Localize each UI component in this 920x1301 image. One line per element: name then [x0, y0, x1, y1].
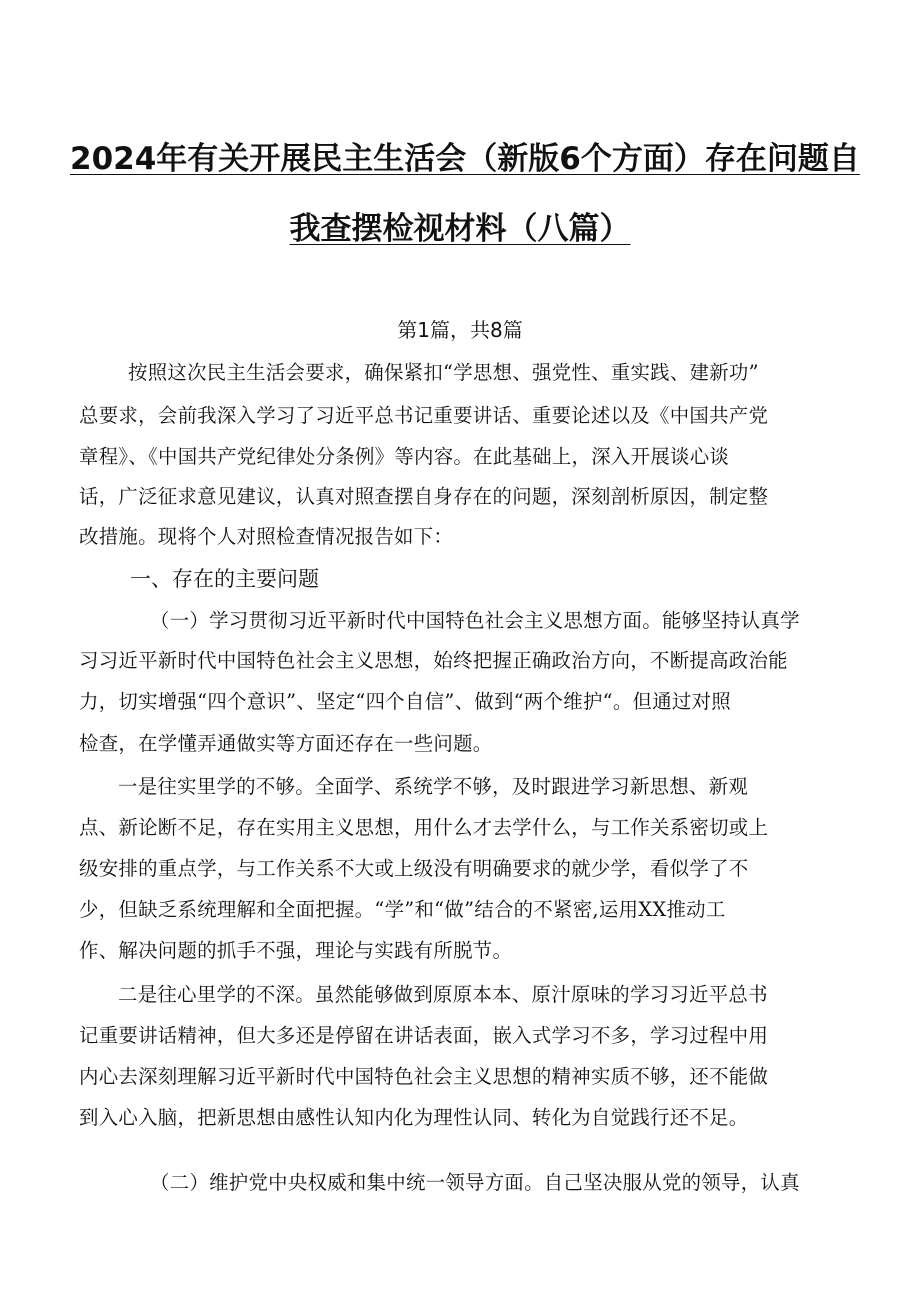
- paragraph-line: 内心去深刻理解习近平新时代中国特色社会主义思想的精神实质不够，还不能做: [79, 1065, 769, 1088]
- paragraph-line: 按照这次民主生活会要求，确保紧扣“学思想、强党性、重实践、建新功”: [128, 361, 759, 384]
- paragraph-line: 力，切实增强“四个意识”、坚定“四个自信”、做到“两个维护“。但通过对照: [79, 690, 731, 713]
- paragraph-line: 二是往心里学的不深。虽然能够做到原原本本、原汁原味的学习习近平总书: [118, 983, 768, 1006]
- paragraph-line: 章程》、《中国共产党纪律处分条例》等内容。在此基础上，深入开展谈心谈: [79, 445, 730, 468]
- paragraph-line: 习习近平新时代中国特色社会主义思想，始终把握正确政治方向，不断提高政治能: [79, 649, 788, 672]
- paragraph-line: 级安排的重点学，与工作关系不大或上级没有明确要求的就少学，看似学了不: [79, 857, 749, 880]
- paragraph-line: （二）维护党中央权威和集中统一领导方面。自己坚决服从党的领导，认真: [150, 1171, 800, 1194]
- paragraph-line: 点、新论断不足，存在实用主义思想，用什么才去学什么，与工作关系密切或上: [79, 816, 769, 839]
- paragraph-line: 总要求，会前我深入学习了习近平总书记重要讲话、重要论述以及《中国共产党: [79, 404, 769, 427]
- paragraph-line: 少，但缺乏系统理解和全面把握。“学”和“做”结合的不紧密,运用XX推动工: [79, 898, 726, 921]
- paragraph-line: 改措施。现将个人对照检查情况报告如下：: [79, 525, 454, 548]
- part-label: 第1篇，共8篇: [397, 318, 523, 342]
- paragraph-line: （一）学习贯彻习近平新时代中国特色社会主义思想方面。能够坚持认真学: [150, 609, 800, 632]
- paragraph-line: 检查，在学懂弄通做实等方面还存在一些问题。: [79, 732, 493, 755]
- paragraph-line: 话，广泛征求意见建议，认真对照查摆自身存在的问题，深刻剖析原因，制定整: [79, 485, 769, 508]
- paragraph-line: 作、解决问题的抓手不强，理论与实践有所脱节。: [79, 939, 513, 962]
- section-heading: 一、存在的主要问题: [130, 567, 319, 591]
- document-title-line-2: 我查摆检视材料（八篇）: [289, 211, 631, 247]
- paragraph-line: 记重要讲话精神，但大多还是停留在讲话表面，嵌入式学习不多，学习过程中用: [79, 1024, 769, 1047]
- paragraph-line: 一是往实里学的不够。全面学、系统学不够，及时跟进学习新思想、新观: [118, 775, 749, 798]
- document-title-line-1: 2024年有关开展民主生活会（新版6个方面）存在问题自: [70, 141, 860, 177]
- paragraph-line: 到入心入脑，把新思想由感性认知内化为理性认同、转化为自觉践行还不足。: [79, 1106, 749, 1129]
